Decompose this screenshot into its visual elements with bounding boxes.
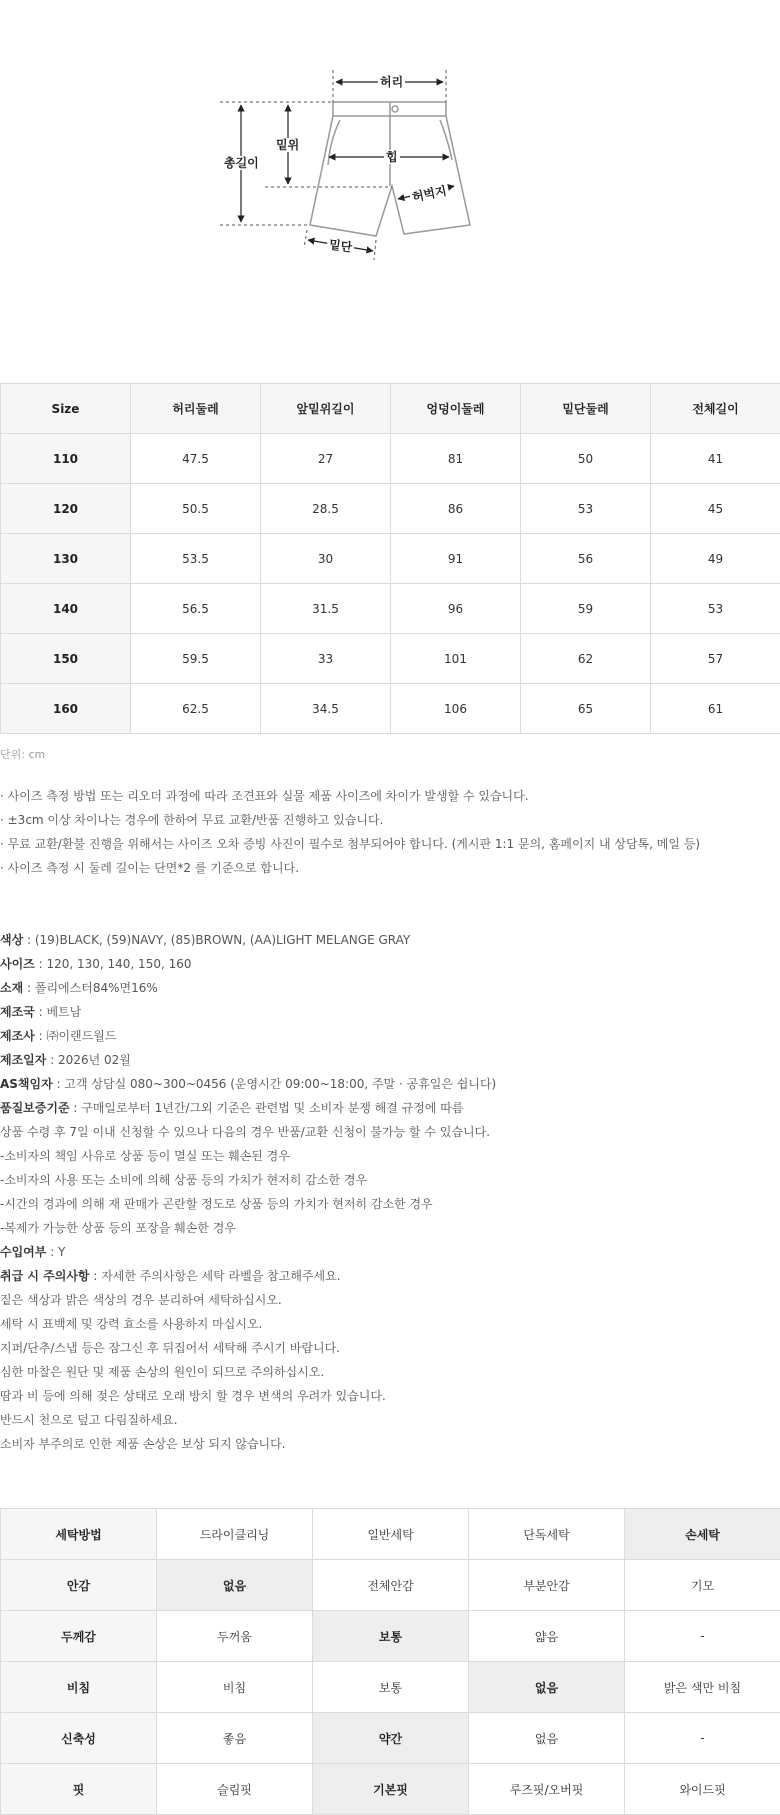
info-value: -소비자의 책임 사유로 상품 등이 멸실 또는 훼손된 경우	[0, 1149, 290, 1163]
table-cell: 61	[651, 684, 780, 734]
table-cell: 96	[391, 584, 521, 634]
care-option: -	[625, 1611, 780, 1662]
shorts-outline-illustration	[0, 0, 780, 380]
info-value: : 자세한 주의사항은 세탁 라벨을 참고해주세요.	[89, 1269, 341, 1283]
size-table-header: 허리둘레	[131, 384, 261, 434]
info-value: : ㈜이랜드월드	[34, 1029, 117, 1043]
hem-label: 밑단	[328, 237, 354, 255]
product-info	[0, 928, 780, 1456]
info-row-color	[0, 928, 780, 952]
info-value: 세탁 시 표백제 및 강력 효소를 사용하지 마십시오.	[0, 1317, 263, 1331]
info-value: : 폴리에스터84%면16%	[23, 981, 158, 995]
total-length-label: 총길이	[224, 156, 259, 170]
table-cell: 53	[651, 584, 780, 634]
table-cell: 53.5	[131, 534, 261, 584]
table-cell: 50.5	[131, 484, 261, 534]
table-row	[1, 634, 780, 684]
info-row-maker	[0, 1024, 780, 1048]
size-cell: 110	[1, 434, 131, 484]
info-value: : (19)BLACK, (59)NAVY, (85)BROWN, (AA)LIGHT MELANGE GRAY	[23, 933, 411, 947]
info-row-date	[0, 1048, 780, 1072]
info-value: 반드시 천으로 덮고 다림질하세요.	[0, 1413, 178, 1427]
info-row-as	[0, 1072, 780, 1096]
care-option-selected: 없음	[157, 1560, 313, 1611]
care-row-lining	[1, 1560, 780, 1611]
care-option: 얇음	[469, 1611, 625, 1662]
table-cell: 33	[261, 634, 391, 684]
size-table-header-row	[1, 384, 780, 434]
info-value: : Y	[46, 1245, 66, 1259]
table-cell: 59	[521, 584, 651, 634]
care-option-selected: 기본핏	[313, 1764, 469, 1815]
table-cell: 31.5	[261, 584, 391, 634]
size-cell: 150	[1, 634, 131, 684]
care-option: 보통	[313, 1662, 469, 1713]
info-value: 짙은 색상과 밝은 색상의 경우 분리하여 세탁하십시오.	[0, 1293, 282, 1307]
table-cell: 49	[651, 534, 780, 584]
care-table	[0, 1508, 780, 1815]
care-option-selected: 약간	[313, 1713, 469, 1764]
info-row	[0, 1360, 780, 1384]
info-row	[0, 1192, 780, 1216]
info-row-country	[0, 1000, 780, 1024]
info-label: AS책임자	[0, 1077, 53, 1091]
info-row	[0, 1336, 780, 1360]
care-option: 두꺼움	[157, 1611, 313, 1662]
info-row-warranty	[0, 1096, 780, 1120]
care-option: 없음	[469, 1713, 625, 1764]
care-option: 와이드핏	[625, 1764, 780, 1815]
care-option: 기모	[625, 1560, 780, 1611]
care-option: 밝은 색만 비침	[625, 1662, 780, 1713]
size-notes	[0, 784, 780, 880]
info-label: 품질보증기준	[0, 1101, 70, 1115]
size-table-header: 밑단둘레	[521, 384, 651, 434]
info-row	[0, 1288, 780, 1312]
table-cell: 34.5	[261, 684, 391, 734]
hip-label: 힙	[386, 150, 398, 164]
care-row-wash	[1, 1509, 780, 1560]
info-row-import	[0, 1240, 780, 1264]
info-value: -소비자의 사용 또는 소비에 의해 상품 등의 가치가 현저히 감소한 경우	[0, 1173, 368, 1187]
care-option: 좋음	[157, 1713, 313, 1764]
info-row	[0, 1120, 780, 1144]
table-row	[1, 434, 780, 484]
care-row-label: 비침	[1, 1662, 157, 1713]
table-row	[1, 684, 780, 734]
care-option-selected: 손세탁	[625, 1509, 780, 1560]
info-value: 땀과 비 등에 의해 젖은 상태로 오래 방치 할 경우 변색의 우려가 있습니다.	[0, 1389, 386, 1403]
info-label: 제조사	[0, 1029, 35, 1043]
table-row	[1, 484, 780, 534]
care-row-stretch	[1, 1713, 780, 1764]
info-value: -복제가 가능한 상품 등의 포장을 훼손한 경우	[0, 1221, 236, 1235]
table-cell: 65	[521, 684, 651, 734]
size-table	[0, 383, 780, 734]
care-row-label: 신축성	[1, 1713, 157, 1764]
size-table-header: 엉덩이둘레	[391, 384, 521, 434]
care-row-fit	[1, 1764, 780, 1815]
note-line: · 사이즈 측정 방법 또는 리오더 과정에 따라 조견표와 실물 제품 사이즈에 차이가 발생할 수 있습니다.	[0, 789, 529, 803]
info-row	[0, 1408, 780, 1432]
care-option-selected: 보통	[313, 1611, 469, 1662]
table-cell: 91	[391, 534, 521, 584]
care-row-thickness	[1, 1611, 780, 1662]
table-cell: 59.5	[131, 634, 261, 684]
table-row	[1, 534, 780, 584]
waist-label: 허리	[380, 75, 404, 89]
table-cell: 62	[521, 634, 651, 684]
size-cell: 130	[1, 534, 131, 584]
care-option: 부분안감	[469, 1560, 625, 1611]
care-option: 슬림핏	[157, 1764, 313, 1815]
care-row-label: 세탁방법	[1, 1509, 157, 1560]
info-label: 제조일자	[0, 1053, 47, 1067]
note-line: · ±3cm 이상 차이나는 경우에 한하여 무료 교환/반품 진행하고 있습니다.	[0, 813, 384, 827]
care-row-label: 안감	[1, 1560, 157, 1611]
table-cell: 30	[261, 534, 391, 584]
info-value: : 120, 130, 140, 150, 160	[34, 957, 192, 971]
info-value: 상품 수령 후 7일 이내 신청할 수 있으나 다음의 경우 반품/교환 신청이 불가능 할 수 있습니다.	[0, 1125, 491, 1139]
care-option: 비침	[157, 1662, 313, 1713]
table-cell: 56.5	[131, 584, 261, 634]
info-label: 취급 시 주의사항	[0, 1269, 90, 1283]
info-value: 소비자 부주의로 인한 제품 손상은 보상 되지 않습니다.	[0, 1437, 286, 1451]
info-row	[0, 1168, 780, 1192]
info-value: : 베트남	[34, 1005, 82, 1019]
table-cell: 50	[521, 434, 651, 484]
table-cell: 27	[261, 434, 391, 484]
info-row-material	[0, 976, 780, 1000]
size-cell: 140	[1, 584, 131, 634]
care-row-sheerness	[1, 1662, 780, 1713]
table-cell: 41	[651, 434, 780, 484]
note-line: · 무료 교환/환불 진행을 위해서는 사이즈 오차 증빙 사진이 필수로 첨부되어야 합니다. (게시판 1:1 문의, 홈페이지 내 상담톡, 메일 등)	[0, 837, 701, 851]
size-cell: 160	[1, 684, 131, 734]
table-cell: 45	[651, 484, 780, 534]
table-cell: 56	[521, 534, 651, 584]
size-table-header: 앞밑위길이	[261, 384, 391, 434]
table-cell: 47.5	[131, 434, 261, 484]
table-cell: 81	[391, 434, 521, 484]
info-value: : 구매일로부터 1년간/그외 기준은 관련법 및 소비자 분쟁 해결 규정에 따름	[69, 1101, 464, 1115]
info-value: 심한 마찰은 원단 및 제품 손상의 원인이 되므로 주의하십시오.	[0, 1365, 325, 1379]
table-cell: 53	[521, 484, 651, 534]
info-row	[0, 1384, 780, 1408]
table-cell: 101	[391, 634, 521, 684]
care-option: 드라이클리닝	[157, 1509, 313, 1560]
size-diagram	[0, 0, 780, 380]
table-row	[1, 584, 780, 634]
table-cell: 86	[391, 484, 521, 534]
info-label: 사이즈	[0, 957, 35, 971]
note-line: · 사이즈 측정 시 둘레 길이는 단면*2 를 기준으로 합니다.	[0, 861, 300, 875]
care-option: -	[625, 1713, 780, 1764]
info-label: 제조국	[0, 1005, 35, 1019]
table-cell: 62.5	[131, 684, 261, 734]
info-row	[0, 1144, 780, 1168]
info-row-handling	[0, 1264, 780, 1288]
care-option: 단독세탁	[469, 1509, 625, 1560]
info-value: 지퍼/단추/스냅 등은 잠그신 후 뒤집어서 세탁해 주시기 바랍니다.	[0, 1341, 340, 1355]
info-label: 소재	[0, 981, 24, 995]
care-option: 전체안감	[313, 1560, 469, 1611]
info-value: : 고객 상담실 080~300~0456 (운영시간 09:00~18:00, 주말 · 공휴일은 쉽니다)	[52, 1077, 497, 1091]
info-value: -시간의 경과에 의해 재 판매가 곤란할 정도로 상품 등의 가치가 현저히 감소한 경우	[0, 1197, 433, 1211]
rise-label: 밑위	[276, 138, 300, 152]
table-cell: 57	[651, 634, 780, 684]
table-cell: 28.5	[261, 484, 391, 534]
info-row	[0, 1312, 780, 1336]
info-row-size	[0, 952, 780, 976]
unit-note: 단위: cm	[0, 748, 46, 761]
thigh-label: 허벅지	[410, 183, 448, 205]
care-option: 루즈핏/오버핏	[469, 1764, 625, 1815]
size-cell: 120	[1, 484, 131, 534]
info-label: 색상	[0, 933, 24, 947]
care-row-label: 핏	[1, 1764, 157, 1815]
care-row-label: 두께감	[1, 1611, 157, 1662]
size-table-header: 전체길이	[651, 384, 780, 434]
size-table-header: Size	[1, 384, 131, 434]
info-value: : 2026년 02월	[46, 1053, 131, 1067]
info-row	[0, 1432, 780, 1456]
table-cell: 106	[391, 684, 521, 734]
info-label: 수입여부	[0, 1245, 47, 1259]
care-option: 일반세탁	[313, 1509, 469, 1560]
info-row	[0, 1216, 780, 1240]
care-option-selected: 없음	[469, 1662, 625, 1713]
